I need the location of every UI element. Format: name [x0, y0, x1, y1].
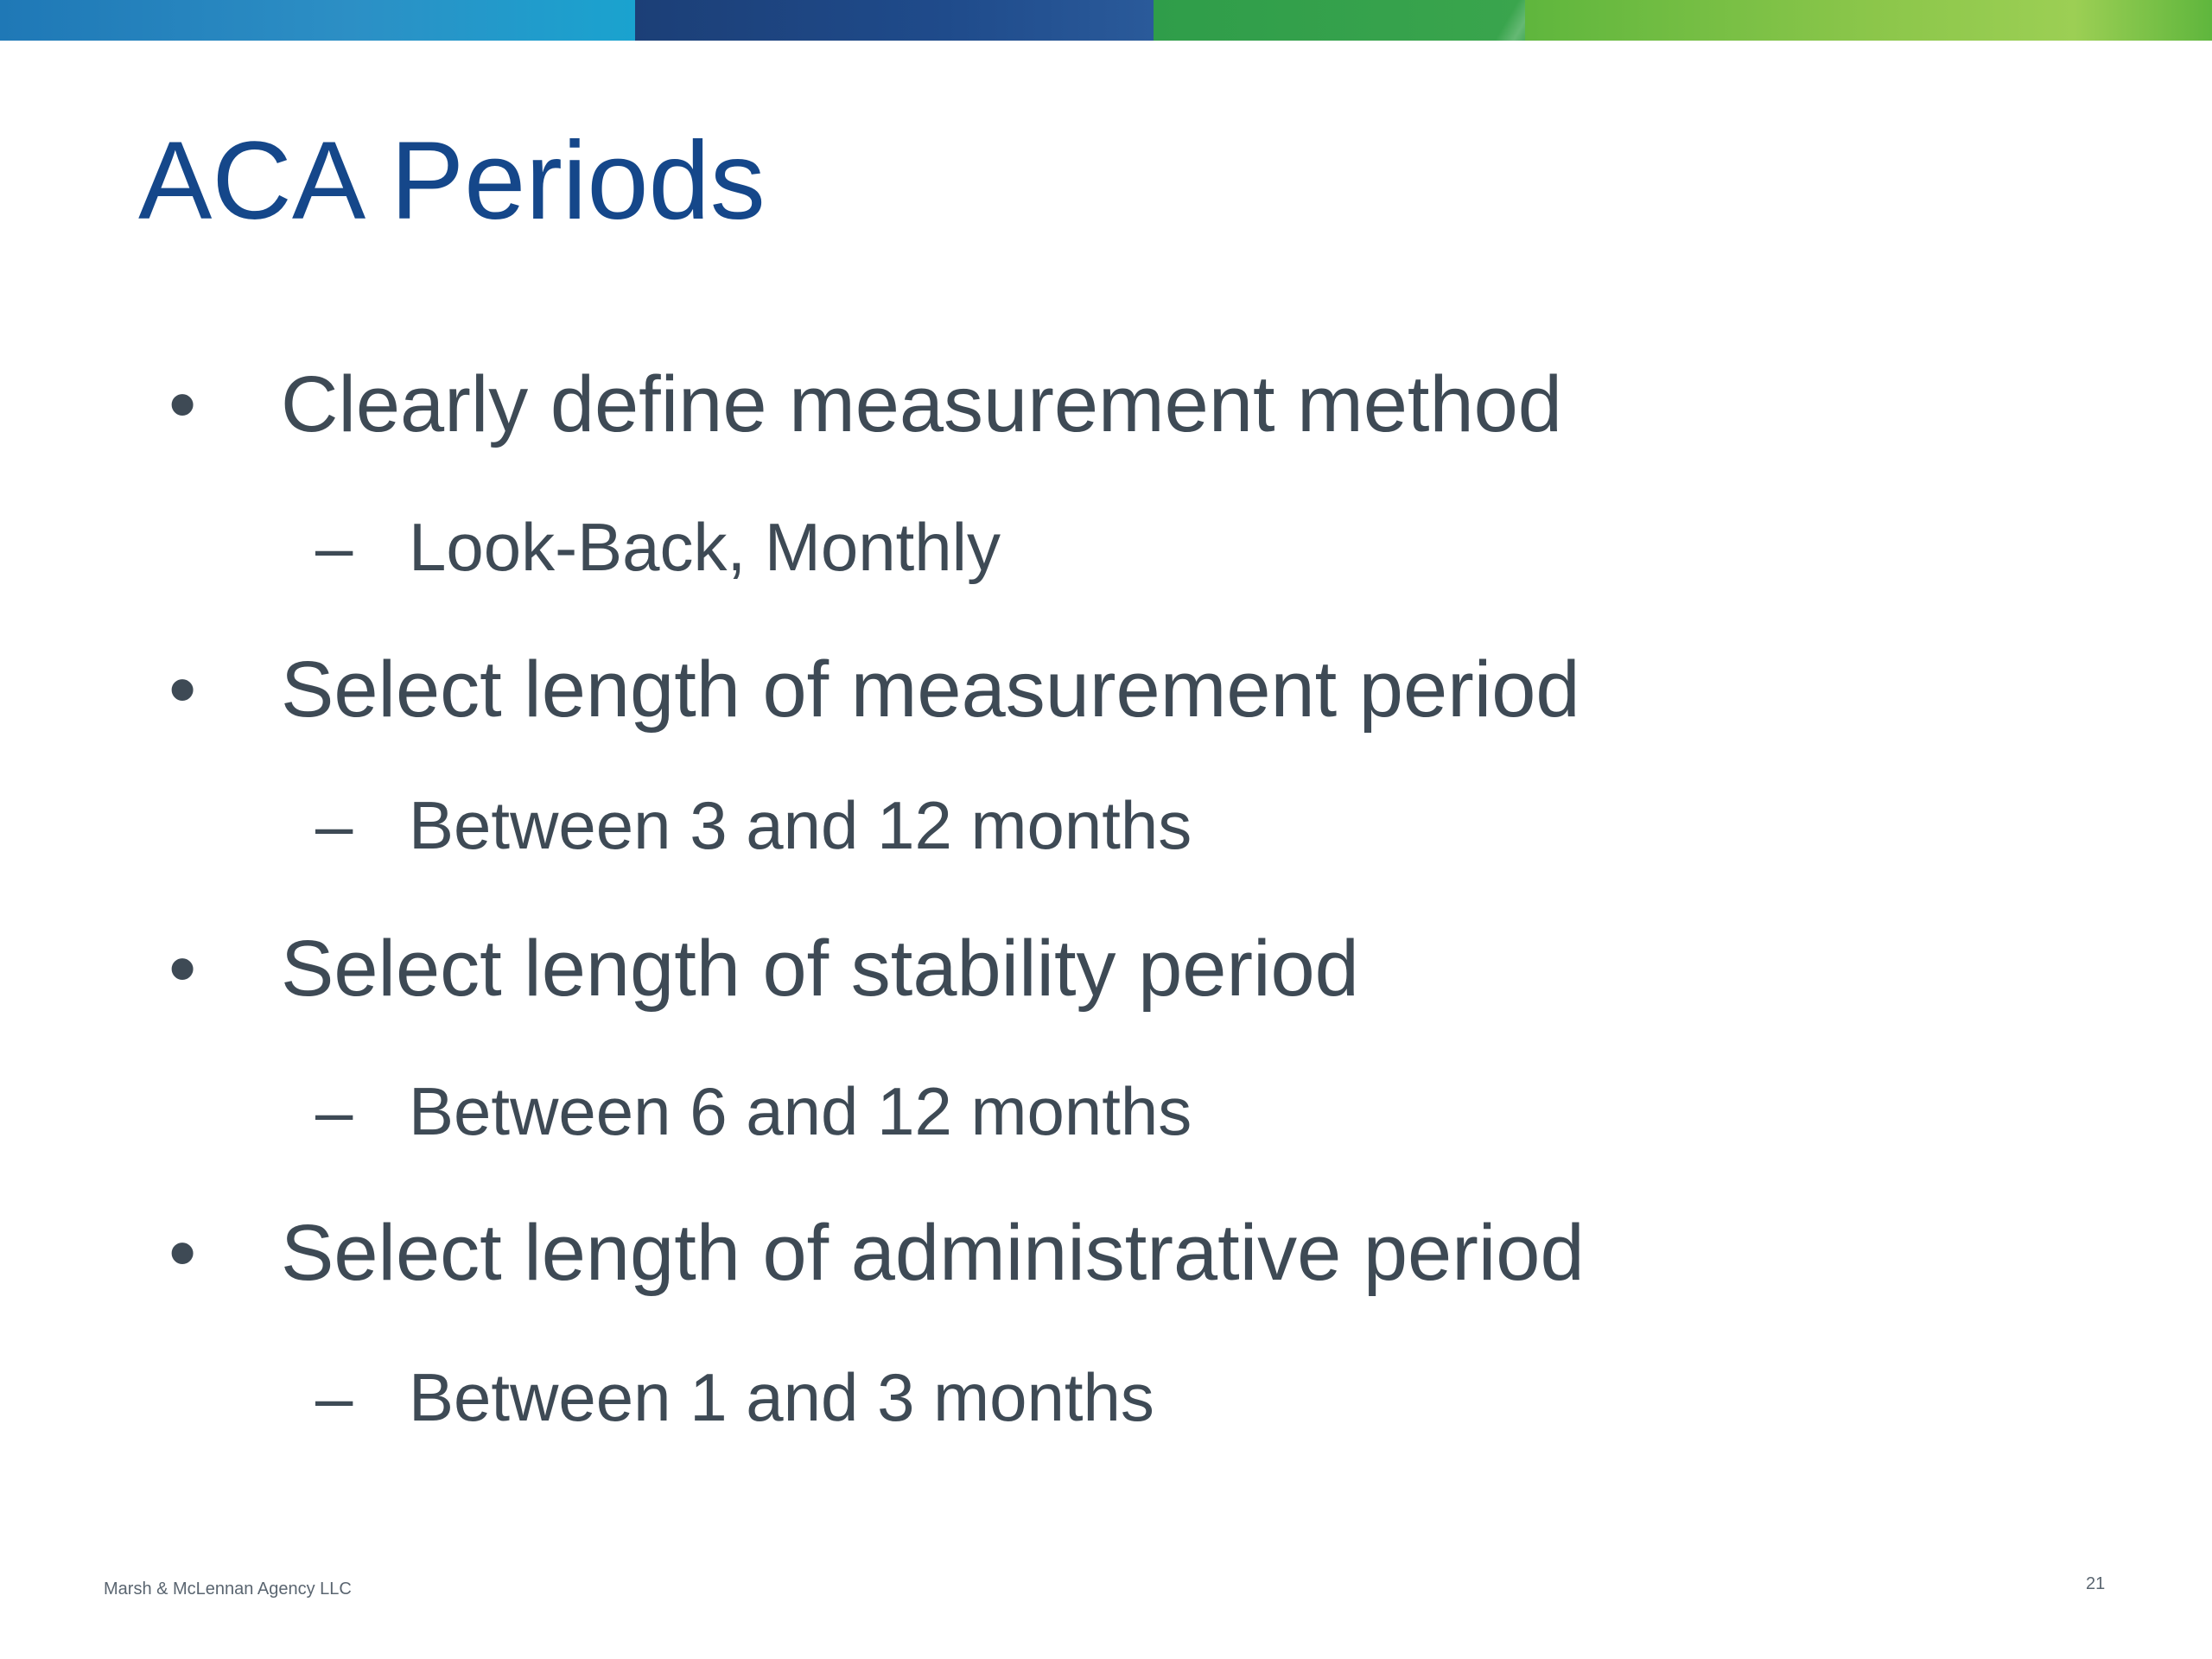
bullet-text: Select length of measurement period — [281, 645, 1580, 734]
banner-segment-light-blue — [0, 0, 635, 41]
sub-bullet-text: Between 1 and 3 months — [409, 1359, 1154, 1435]
sub-bullet-text: Between 3 and 12 months — [409, 787, 1192, 863]
page-number: 21 — [2086, 1574, 2106, 1593]
banner-segment-light-green — [1525, 0, 2212, 41]
slide-title: ACA Periods — [138, 119, 766, 243]
sub-bullet-marker: – — [315, 1073, 353, 1149]
sub-bullet-text: Look-Back, Monthly — [409, 509, 1001, 585]
sub-bullet-marker: – — [315, 787, 353, 863]
sub-bullet-text: Between 6 and 12 months — [409, 1073, 1192, 1149]
bullet-text: Select length of administrative period — [281, 1209, 1585, 1297]
bullet-text: Select length of stability period — [281, 925, 1359, 1013]
sub-bullet-marker: – — [315, 509, 353, 585]
bullet-marker: • — [168, 925, 197, 1013]
bullet-marker: • — [168, 645, 197, 734]
footer-company-name: Marsh & McLennan Agency LLC — [104, 1580, 352, 1599]
banner-segment-green — [1154, 0, 1525, 41]
banner-segment-dark-blue — [635, 0, 1154, 41]
sub-bullet-marker: – — [315, 1359, 353, 1435]
bullet-marker: • — [168, 360, 197, 448]
bullet-text: Clearly define measurement method — [281, 360, 1562, 448]
bullet-marker: • — [168, 1209, 197, 1297]
top-color-banner — [0, 0, 2212, 41]
